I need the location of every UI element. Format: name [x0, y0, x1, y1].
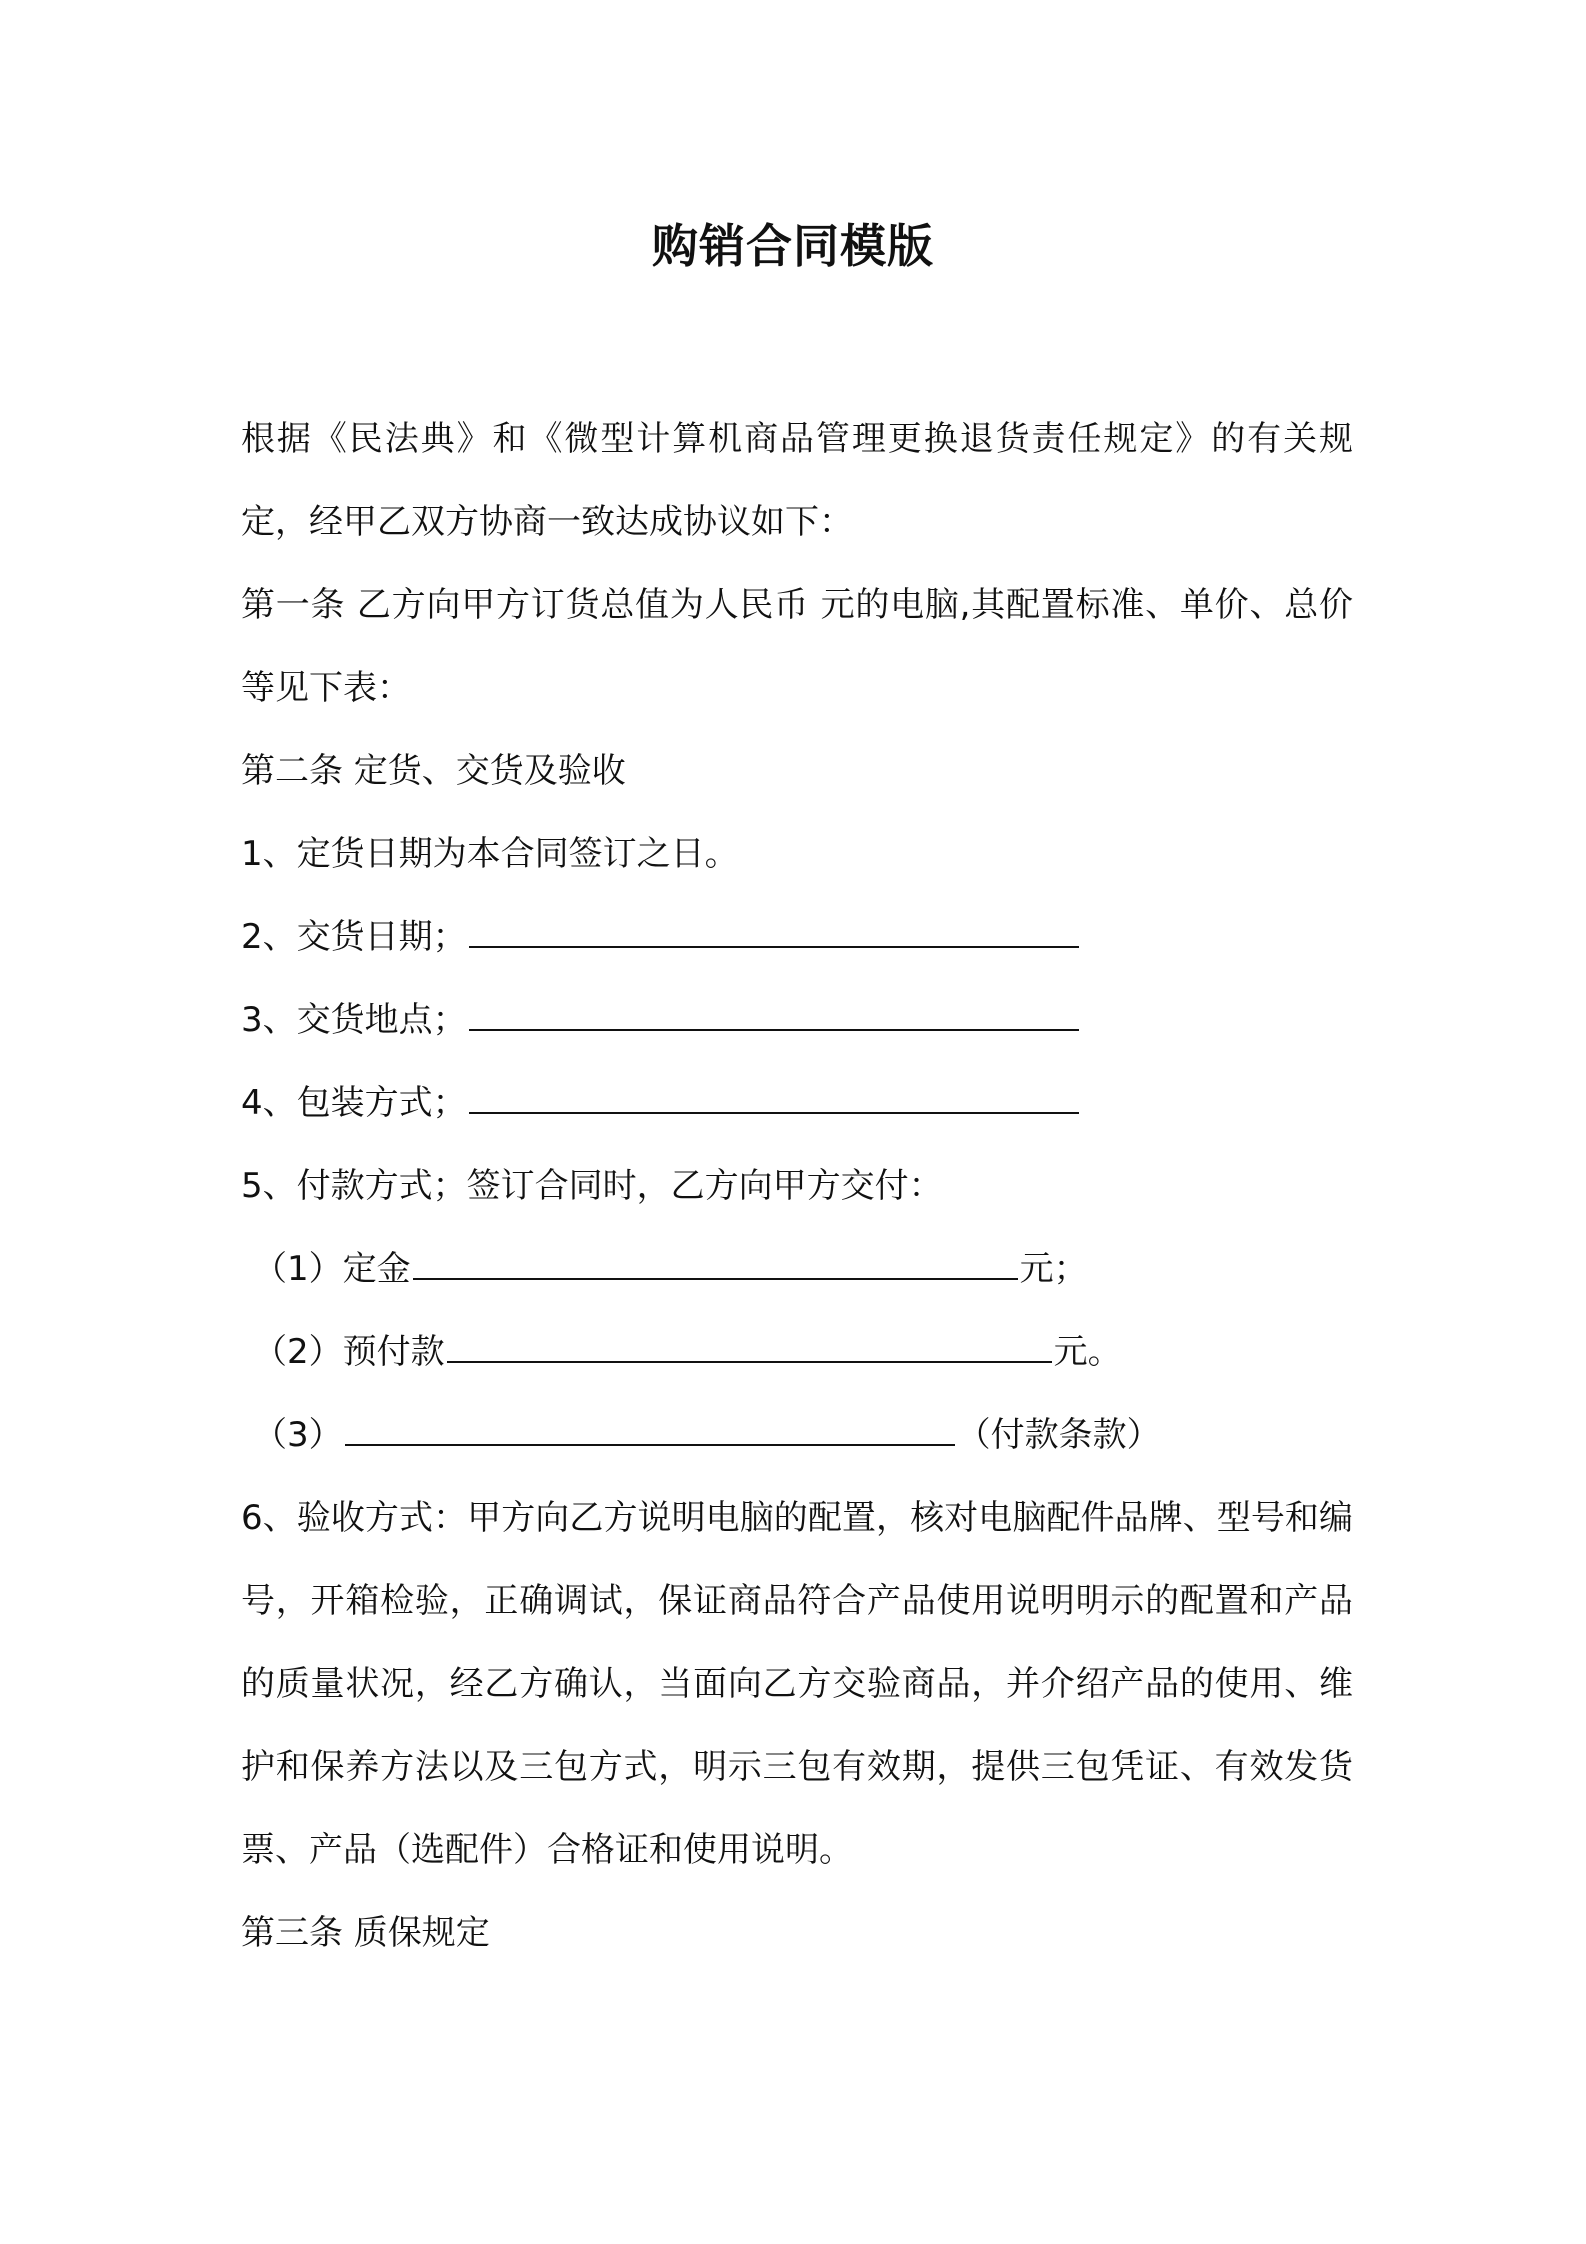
sub-2-prepayment: [241, 1311, 1353, 1394]
sub-1-label: （1）定金: [253, 1249, 411, 1289]
preamble-paragraph: 根据《民法典》和《微型计算机商品管理更换退货责任规定》的有关规定，经甲乙双方协商一致达成协议如下：: [241, 419, 1353, 542]
prepayment-blank[interactable]: [447, 1331, 1052, 1363]
item-2-label: 2、交货日期；: [241, 917, 467, 957]
item-3-delivery-place: [241, 979, 1353, 1062]
item-6-inspection: 6、验收方式：甲方向乙方说明电脑的配置，核对电脑配件品牌、型号和编号，开箱检验，正确调试，保证商品符合产品使用说明明示的配置和产品的质量状况，经乙方确认，当面向乙方交验商品，并介绍产品的使用、维护和保养方法以及三包方式，明示三包有效期，提供三包凭证、有效发货票、产品（选配件）合格证和使用说明。: [241, 1498, 1353, 1870]
article-1-paragraph: 第一条 乙方向甲方订货总值为人民币 元的电脑,其配置标准、单价、总价等见下表：: [241, 585, 1353, 708]
sub-2-label: （2）预付款: [253, 1332, 445, 1372]
sub-1-suffix: 元；: [1019, 1249, 1088, 1289]
item-3-label: 3、交货地点；: [241, 1000, 467, 1040]
sub-3-label: （3）: [253, 1415, 343, 1455]
item-2-delivery-date: [241, 896, 1353, 979]
item-5-payment: 5、付款方式；签订合同时，乙方向甲方交付：: [241, 1166, 943, 1206]
sub-1-deposit: [241, 1228, 1353, 1311]
sub-3-payment-terms: [241, 1394, 1353, 1477]
document-title: 购销合同模版: [652, 219, 934, 273]
document-body: [241, 398, 1353, 1975]
article-3-heading: 第三条 质保规定: [241, 1913, 490, 1953]
packaging-blank[interactable]: [469, 1082, 1079, 1114]
delivery-date-blank[interactable]: [469, 916, 1079, 948]
item-4-label: 4、包装方式；: [241, 1083, 467, 1123]
delivery-place-blank[interactable]: [469, 999, 1079, 1031]
article-2-heading: 第二条 定货、交货及验收: [241, 751, 626, 791]
item-1-order-date: 1、定货日期为本合同签订之日。: [241, 834, 739, 874]
payment-terms-blank[interactable]: [345, 1414, 955, 1446]
sub-3-suffix: （付款条款）: [956, 1415, 1161, 1455]
item-4-packaging: [241, 1062, 1353, 1145]
sub-2-suffix: 元。: [1053, 1332, 1122, 1372]
deposit-blank[interactable]: [413, 1248, 1018, 1280]
